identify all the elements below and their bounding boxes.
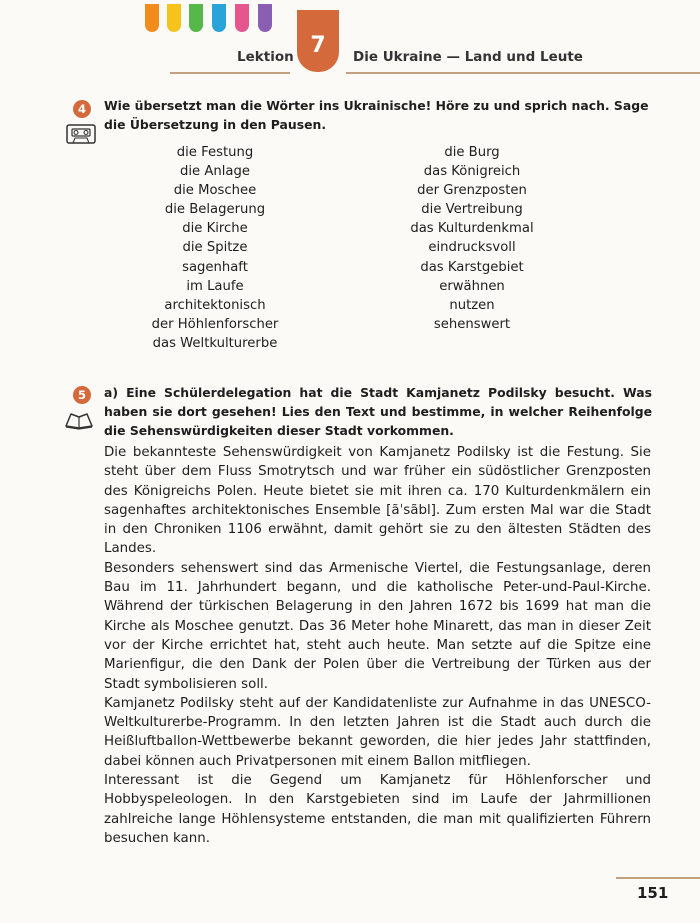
vocab-list-left [140, 143, 290, 353]
vocab-word: der Grenzposten [417, 183, 527, 199]
reading-text [104, 443, 651, 848]
color-tab-6 [258, 4, 272, 32]
cassette-icon [66, 124, 96, 148]
exercise-4-instruction: Wie übersetzt man die Wörter ins Ukrainische! Höre zu und sprich nach. Sage die Übersetzung in den Pausen. [104, 98, 649, 132]
color-tab-1 [145, 4, 159, 32]
page-title: Die Ukraine — Land und Leute [353, 49, 583, 65]
paragraph: Besonders sehenswert sind das Armenische Viertel, die Festungsanlage, deren Bau im 11. Jahrhundert begann, und die katholische Peter-und-Paul-Kirche. Während der türkischen Belagerung in den Jahren 1672 bis 1699 hat man die Kirche als Moschee genutzt. Das 36 Meter hohe Minarett, das man in dieser Zeit vor der Kirche errichtet hat, steht auch heute. Man setzte auf die Spitze eine Marienfigur, die den Dank der Polen über die Vertreibung der Türken aus der Stadt symbolisieren soll. [104, 560, 651, 692]
vocab-list-right [397, 143, 547, 334]
vocab-word: erwähnen [439, 278, 505, 294]
exercise-5-badge: 5 [73, 386, 91, 404]
lesson-number: 7 [310, 33, 326, 58]
vocab-word: sagenhaft [182, 259, 248, 275]
lesson-label: Lektion [237, 49, 294, 65]
vocab-word: das Kulturdenkmal [410, 221, 534, 237]
vocab-word: eindrucksvoll [428, 240, 516, 256]
vocab-word: nutzen [449, 297, 495, 313]
paragraph: Kamjanetz Podilsky steht auf der Kandidatenliste zur Aufnahme in das UNESCO-Weltkulturerbe-Programm. In den letzten Jahren ist die Stadt auch durch die Heißluftballon-Wettbewerbe bekannt geworden, die hier jedes Jahr stattfinden, dabei können auch Privatpersonen mit einem Ballon mitfliegen. [104, 695, 651, 769]
open-book-icon [64, 410, 94, 434]
color-tab-3 [189, 4, 203, 32]
paragraph: Die bekannteste Sehenswürdigkeit von Kamjanetz Podilsky ist die Festung. Sie steht über dem Fluss Smotrytsch und war früher ein südöstlicher Grenzposten des Königreichs Polen. Heute bietet sie mit ihren ca. 170 Kulturdenkmälern ein sagenhaftes architektonisches Ensemble [ãˈsãbl]. Zum ersten Mal war die Stadt in den Chroniken 1106 erwähnt, damit gehört sie zu den ältesten Städten des Landes. [104, 445, 651, 557]
vocab-word: die Belagerung [164, 202, 266, 218]
vocab-word: der Höhlenforscher [151, 316, 279, 332]
vocab-word: die Moschee [173, 183, 257, 199]
footer-rule [616, 877, 700, 879]
vocab-word: das Königreich [423, 164, 521, 180]
paragraph: Interessant ist die Gegend um Kamjanetz für Höhlenforscher und Hobbyspeleologen. In den Karstgebieten sind im Laufe der Jahrmillionen zahlreiche lange Höhlensysteme entstanden, die man mit qualifizierten Führern besuchen kann. [104, 773, 651, 846]
vocab-word: sehenswert [433, 316, 511, 332]
header-rule-left [170, 72, 290, 74]
header-rule-right [346, 72, 700, 74]
vocab-word: die Burg [444, 145, 500, 160]
vocab-word: die Anlage [180, 164, 250, 180]
page-number: 151 [637, 884, 669, 902]
color-tab-4 [212, 4, 226, 32]
exercise-4-badge: 4 [73, 100, 91, 118]
vocab-word: die Spitze [182, 240, 248, 256]
exercise-5-instruction: a) Eine Schülerdelegation hat die Stadt Kamjanetz Podilsky besucht. Was haben sie dort gesehen! Lies den Text und bestimme, in welcher Reihenfolge die Sehenswürdigkeiten dieser Stadt vorkommen. [104, 385, 652, 438]
vocab-word: das Karstgebiet [420, 259, 524, 275]
vocab-word: im Laufe [186, 278, 244, 294]
color-tab-5 [235, 4, 249, 32]
vocab-word: die Festung [176, 145, 254, 160]
vocab-word: die Kirche [182, 221, 248, 237]
vocab-word: architektonisch [164, 297, 266, 313]
vocab-word: das Weltkulturerbe [152, 335, 278, 351]
vocab-word: die Vertreibung [421, 202, 523, 218]
color-tab-2 [167, 4, 181, 32]
